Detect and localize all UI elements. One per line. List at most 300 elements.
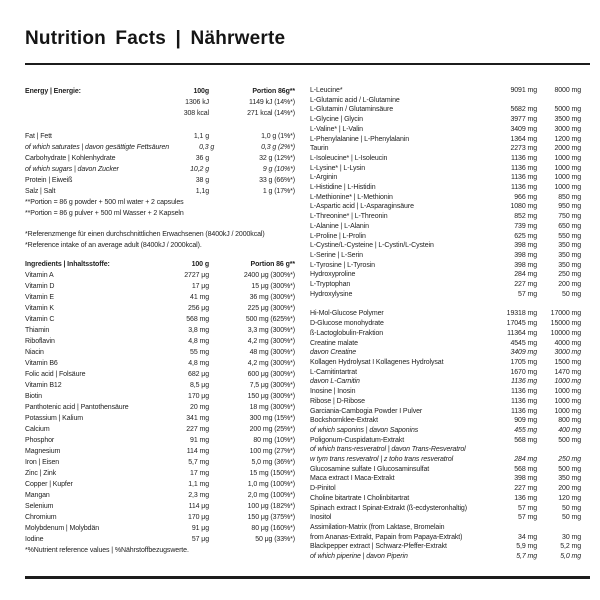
- row-label: Poligonum-Cuspidatum-Extrakt: [310, 436, 405, 444]
- row-label: Mangan: [25, 492, 50, 499]
- row-label: Salz | Salt: [25, 188, 56, 195]
- row-label: L-Alanine | L-Alanin: [310, 222, 369, 230]
- row-label: L-Leucine*: [310, 87, 343, 94]
- row-value-100g: 114 μg: [188, 503, 209, 510]
- row-label: Creatine malate: [310, 339, 358, 347]
- row-value-100g: 1136 mg: [510, 397, 537, 405]
- table-row: [25, 186, 295, 197]
- row-label: Protein | Eiweiß: [25, 177, 73, 184]
- table-row: [310, 407, 581, 417]
- row-value-portion: 50 mg: [562, 514, 581, 522]
- table-row: [310, 455, 581, 465]
- table-row: [310, 280, 581, 290]
- table-row: [310, 436, 581, 446]
- row-label: [25, 108, 161, 119]
- table-row: [310, 319, 581, 329]
- table-row: [25, 545, 295, 556]
- row-value-100g: 1136 mg: [510, 164, 537, 172]
- row-value-portion: 33 g (66%*): [259, 177, 295, 184]
- row-label: Vitamin D: [25, 283, 55, 290]
- table-row: [310, 183, 581, 193]
- row-label: L-Arginin: [310, 174, 338, 182]
- table-row: [25, 281, 295, 292]
- row-value-100g: 11364 mg: [507, 329, 537, 337]
- row-value-100g: 2273 mg: [510, 145, 537, 153]
- table-row: [310, 533, 581, 543]
- row-value-portion: 271 kcal (14%*): [247, 110, 295, 117]
- row-value-100g: 455 mg: [514, 426, 537, 434]
- row-value-portion: 500 mg (625%*): [245, 316, 295, 323]
- page-title: Nutrition Facts | Nährwerte: [25, 28, 286, 49]
- row-label: Carbohydrate | Kohlenhydrate: [25, 155, 116, 162]
- table-row: [310, 212, 581, 222]
- row-label: L-Glutamic acid / L-Glutamine: [310, 96, 400, 104]
- table-row: [310, 241, 581, 251]
- row-label: L-Isoleucine* | L-Isoleucin: [310, 154, 388, 162]
- row-label: Vitamin B6: [25, 360, 58, 367]
- row-value-100g: 227 mg: [514, 485, 537, 493]
- row-value-100g: 1,1 mg: [188, 481, 209, 488]
- row-label: Vitamin A: [25, 272, 54, 279]
- row-value-100g: 308 kcal: [183, 110, 209, 117]
- table-row: [310, 96, 581, 106]
- row-value-100g: 17 μg: [191, 283, 209, 290]
- row-value-portion: 2,0 mg (100%*): [247, 492, 295, 499]
- row-value-100g: 5,7 mg: [188, 459, 209, 466]
- table-row: [310, 115, 581, 125]
- table-row: [25, 336, 295, 347]
- row-value-100g: 3409 mg: [510, 349, 537, 357]
- row-label: w tym trans resveratrol | z toho trans resveratrol: [310, 456, 454, 464]
- row-label: of which saturates | davon gesättigte Fettsäuren: [25, 144, 170, 151]
- row-value-100g: 1136 mg: [510, 184, 537, 192]
- table-row: [25, 108, 295, 119]
- row-label: Ingredients | Inhaltsstoffe:: [25, 261, 110, 268]
- row-value-portion: 2000 mg: [554, 145, 581, 153]
- row-label: Bockshornklee-Extrakt: [310, 417, 378, 425]
- row-label: L-Carnitintartrat: [310, 368, 357, 376]
- row-label: L-Lysine* | L-Lysin: [310, 164, 366, 172]
- table-row: [25, 490, 295, 501]
- row-label: Phosphor: [25, 437, 55, 444]
- row-value-100g: 256 μg: [188, 305, 209, 312]
- row-value-portion: 100 μg (182%*): [247, 503, 295, 510]
- row-value-portion: 300 mg (15%*): [249, 415, 295, 422]
- row-value-portion: 4000 mg: [554, 339, 581, 347]
- row-value-portion: 1000 mg: [554, 164, 581, 172]
- row-value-portion: 80 mg (10%*): [253, 437, 295, 444]
- row-value-100g: 170 μg: [188, 514, 209, 521]
- section-gap: [25, 119, 295, 131]
- table-row: [25, 270, 295, 281]
- row-label: *Reference intake of an average adult (8400kJ / 2000kcal).: [25, 242, 202, 249]
- table-row: [25, 175, 295, 186]
- row-value-100g: 34 mg: [518, 533, 537, 541]
- row-value-100g: 55 mg: [190, 349, 209, 356]
- table-row: [25, 197, 295, 208]
- row-label: of which trans-resveratrol | davon Trans-Resveratrol: [310, 446, 466, 454]
- row-value-portion: 200 mg (25%*): [249, 426, 295, 433]
- row-label: Maca extract I Maca-Extrakt: [310, 475, 395, 483]
- table-row: [310, 309, 581, 319]
- row-value-portion: 5000 mg: [554, 106, 581, 114]
- table-row: [310, 173, 581, 183]
- row-value-100g: 398 mg: [514, 251, 537, 259]
- row-value-portion: 0,3 g (2%*): [261, 144, 295, 151]
- row-label: Magnesium: [25, 448, 61, 455]
- row-value-portion: 18 mg (300%*): [249, 404, 295, 411]
- row-value-portion: 850 mg: [558, 193, 581, 201]
- row-value-portion: 1000 mg: [554, 184, 581, 192]
- row-label: Folic acid | Folsäure: [25, 371, 86, 378]
- row-value-100g: 284 mg: [514, 271, 537, 279]
- row-value-portion: 150 μg (375%*): [247, 514, 295, 521]
- table-row: [310, 222, 581, 232]
- row-label: D-Glucose monohydrate: [310, 320, 384, 328]
- table-row: [310, 552, 581, 562]
- row-label: Spinach extract I Spinat-Extrakt (ß-ecdysteronhaltig): [310, 504, 467, 512]
- row-value-100g: 136 mg: [514, 494, 537, 502]
- table-row: [25, 314, 295, 325]
- row-label: Hydroxyproline: [310, 271, 356, 279]
- row-value-portion: 1149 kJ (14%*): [249, 99, 295, 106]
- table-row: [25, 479, 295, 490]
- row-value-portion: 500 mg: [558, 436, 581, 444]
- row-value-100g: 8,5 μg: [189, 382, 209, 389]
- table-row: [310, 358, 581, 368]
- row-value-portion: 250 mg: [558, 271, 581, 279]
- row-label: Zinc | Zink: [25, 470, 57, 477]
- table-row: [25, 512, 295, 523]
- table-row: [310, 154, 581, 164]
- row-value-100g: 1,1g: [195, 188, 209, 195]
- row-value-portion: 400 mg: [558, 426, 581, 434]
- row-value-portion: 950 mg: [558, 203, 581, 211]
- row-value-portion: 10000 mg: [550, 329, 581, 337]
- table-row: [310, 348, 581, 358]
- table-row: [310, 426, 581, 436]
- table-row: [25, 153, 295, 164]
- row-value-100g: 1670 mg: [510, 368, 537, 376]
- row-label: Energy | Energie:: [25, 88, 81, 95]
- row-value-100g: 1364 mg: [510, 135, 537, 143]
- row-label: L-Methionine* | L-Methionin: [310, 193, 393, 201]
- row-value-portion: 80 μg (160%*): [251, 525, 295, 532]
- row-value-portion: 750 mg: [558, 213, 581, 221]
- row-value-100g: 284 mg: [514, 456, 537, 464]
- left-column: [25, 86, 295, 562]
- row-value-portion: 600 μg (300%*): [247, 371, 295, 378]
- ingredients-table: [25, 259, 295, 556]
- row-label: Kollagen Hydrolysat I Kollagenes Hydrolysat: [310, 358, 444, 366]
- energy-table: [25, 86, 295, 119]
- table-row: [310, 513, 581, 523]
- row-value-portion: 1000 mg: [554, 378, 581, 386]
- section-gap: [310, 299, 581, 309]
- row-value-portion: 200 mg: [558, 485, 581, 493]
- row-value-portion: 800 mg: [558, 417, 581, 425]
- row-value-portion: 15000 mg: [550, 320, 581, 328]
- table-row: [310, 368, 581, 378]
- row-label: Fat | Fett: [25, 133, 52, 140]
- table-row: [25, 325, 295, 336]
- row-label: L-Phenylalanine | L-Phenylalanin: [310, 135, 410, 143]
- row-value-portion: 4,2 mg (300%*): [247, 338, 295, 345]
- row-label: L-Serine | L-Serin: [310, 251, 363, 259]
- row-label: Copper | Kupfer: [25, 481, 73, 488]
- row-label: L-Tyrosine | L-Tyrosin: [310, 261, 375, 269]
- row-value-100g: 91 μg: [191, 525, 209, 532]
- row-value-portion: 350 mg: [558, 261, 581, 269]
- row-value-100g: 1136 mg: [510, 174, 537, 182]
- row-value-100g: 3409 mg: [510, 125, 537, 133]
- row-value-100g: 1136 mg: [510, 378, 537, 386]
- table-row: [310, 504, 581, 514]
- row-value-portion: 200 mg: [558, 281, 581, 289]
- row-value-100g: 966 mg: [514, 193, 537, 201]
- row-value-portion: 30 mg: [562, 533, 581, 541]
- row-value-portion: 1000 mg: [554, 174, 581, 182]
- row-value-100g: 170 μg: [188, 393, 209, 400]
- row-label: of which sugars | davon Zucker: [25, 166, 119, 173]
- row-value-portion: 32 g (12%*): [259, 155, 295, 162]
- table-row: [310, 484, 581, 494]
- row-value-100g: 568 mg: [514, 436, 537, 444]
- row-value-portion: 120 mg: [558, 494, 581, 502]
- row-value-100g: 341 mg: [186, 415, 209, 422]
- row-value-portion: 48 mg (300%*): [249, 349, 295, 356]
- row-label: Taurin: [310, 145, 329, 153]
- row-value-100g: 568 mg: [186, 316, 209, 323]
- row-value-100g: 3977 mg: [510, 116, 537, 124]
- row-label: Ribose | D-Ribose: [310, 397, 365, 405]
- row-label: L-Valine* | L-Valin: [310, 125, 363, 133]
- section-gap: [25, 251, 295, 259]
- row-value-100g: 568 mg: [514, 465, 537, 473]
- table-row: [310, 290, 581, 300]
- row-value-100g: 398 mg: [514, 242, 537, 250]
- reference-notes: [25, 229, 295, 251]
- row-value-portion: 36 mg (300%*): [249, 294, 295, 301]
- row-label: Panthotenic acid | Pantothensäure: [25, 404, 129, 411]
- row-value-portion: Portion 86 g**: [250, 261, 295, 268]
- row-value-100g: 1136 mg: [510, 388, 537, 396]
- section-gap: [25, 219, 295, 229]
- table-row: [310, 542, 581, 552]
- row-label: Iron | Eisen: [25, 459, 60, 466]
- row-value-100g: 909 mg: [514, 417, 537, 425]
- row-value-100g: 3,8 mg: [188, 327, 209, 334]
- table-row: [25, 97, 295, 108]
- row-value-100g: 1136 mg: [510, 407, 537, 415]
- row-label: L-Proline | L-Prolin: [310, 232, 366, 240]
- row-value-100g: 57 μg: [191, 536, 209, 543]
- row-value-portion: 1200 mg: [554, 135, 581, 143]
- row-label: L-Threonine* | L-Threonin: [310, 213, 388, 221]
- table-row: [25, 292, 295, 303]
- table-row: [25, 142, 295, 153]
- row-label: Inosine | Inosin: [310, 388, 356, 396]
- row-value-100g: 4,8 mg: [188, 338, 209, 345]
- supplements-table: [310, 309, 581, 561]
- row-value-100g: 57 mg: [518, 290, 537, 298]
- row-value-100g: 682 μg: [188, 371, 209, 378]
- row-label: Hydroxylysine: [310, 290, 353, 298]
- row-value-portion: 15 mg (150%*): [249, 470, 295, 477]
- row-value-100g: 5682 mg: [510, 106, 537, 114]
- table-row: [310, 474, 581, 484]
- row-value-portion: 7,5 μg (300%*): [249, 382, 295, 389]
- row-value-100g: 739 mg: [514, 222, 537, 230]
- row-label: Inositol: [310, 514, 332, 522]
- row-value-portion: 100 mg (27%*): [249, 448, 295, 455]
- row-value-100g: 91 mg: [190, 437, 209, 444]
- row-label: Vitamin K: [25, 305, 54, 312]
- row-value-100g: 114 mg: [186, 448, 209, 455]
- row-label: D-Pinitol: [310, 485, 336, 493]
- row-value-100g: 5,7 mg: [516, 553, 537, 561]
- table-row: [25, 208, 295, 219]
- row-value-portion: 1000 mg: [554, 154, 581, 162]
- row-label: from Ananas-Extrakt, Papain from Papaya-Extrakt): [310, 533, 463, 541]
- row-value-100g: 2,3 mg: [188, 492, 209, 499]
- row-value-100g: 10,2 g: [190, 166, 209, 173]
- amino-acids-table: [310, 86, 581, 299]
- row-value-portion: 650 mg: [558, 222, 581, 230]
- table-row: [310, 377, 581, 387]
- row-value-portion: 1 g (17%*): [262, 188, 295, 195]
- row-label: Selenium: [25, 503, 54, 510]
- table-row: [25, 259, 295, 270]
- row-value-100g: 41 mg: [190, 294, 209, 301]
- row-label: L-Histidine | L-Histidin: [310, 184, 376, 192]
- row-label: Molybdenum | Molybdän: [25, 525, 100, 532]
- table-row: [310, 523, 581, 533]
- row-value-100g: 57 mg: [518, 514, 537, 522]
- row-value-portion: 17000 mg: [550, 310, 581, 318]
- row-label: L-Aspartic acid | L-Asparaginsäure: [310, 203, 414, 211]
- row-label: Vitamin E: [25, 294, 54, 301]
- row-value-100g: 9091 mg: [510, 87, 537, 94]
- table-row: [310, 339, 581, 349]
- table-row: [310, 232, 581, 242]
- row-value-portion: 5,2 mg: [560, 543, 581, 551]
- table-row: [25, 303, 295, 314]
- row-value-portion: 1500 mg: [554, 358, 581, 366]
- row-value-portion: 50 mg: [562, 290, 581, 298]
- row-label: Hi-Mol-Glucose Polymer: [310, 310, 384, 318]
- row-label: Calcium: [25, 426, 50, 433]
- table-row: [25, 413, 295, 424]
- row-label: Potassium | Kalium: [25, 415, 83, 422]
- row-value-100g: 17 mg: [190, 470, 209, 477]
- row-value-100g: 20 mg: [190, 404, 209, 411]
- row-value-100g: 4,8 mg: [188, 360, 209, 367]
- row-label: Garciania-Cambogia Powder I Pulver: [310, 407, 423, 415]
- table-row: [310, 135, 581, 145]
- row-value-portion: 1,0 g (1%*): [261, 133, 295, 140]
- row-value-portion: 50 mg: [562, 504, 581, 512]
- row-label: Blackpepper extract | Schwarz-Pfeffer-Extrakt: [310, 543, 447, 551]
- row-value-100g: 1,1 g: [193, 133, 209, 140]
- table-row: [310, 494, 581, 504]
- row-value-portion: 150 μg (300%*): [247, 393, 295, 400]
- table-row: [310, 251, 581, 261]
- table-row: [25, 380, 295, 391]
- row-value-100g: 57 mg: [518, 504, 537, 512]
- row-value-portion: 350 mg: [558, 251, 581, 259]
- row-label: Assimilation-Matrix (from Laktase, Bromelain: [310, 523, 445, 531]
- row-value-100g: 1705 mg: [510, 358, 537, 366]
- table-row: [310, 86, 581, 96]
- row-label: L-Cystine/L-Cysteine | L-Cystin/L-Cystein: [310, 242, 434, 250]
- row-label: Glucosamine sulfate I Glucosaminsulfat: [310, 465, 430, 473]
- row-value-portion: 3,3 mg (300%*): [247, 327, 295, 334]
- macro-table: [25, 131, 295, 197]
- row-value-portion: 1000 mg: [554, 388, 581, 396]
- table-row: [25, 534, 295, 545]
- row-value-100g: 100 g: [191, 261, 209, 268]
- row-value-100g: 4545 mg: [510, 339, 537, 347]
- row-value-100g: 1136 mg: [510, 154, 537, 162]
- table-row: [310, 261, 581, 271]
- row-label: [25, 97, 161, 108]
- row-label: **Portion = 86 g pulver + 500 ml Wasser + 2 Kapseln: [25, 210, 184, 217]
- row-label: Riboflavin: [25, 338, 55, 345]
- table-row: [25, 391, 295, 402]
- row-label: Vitamin B12: [25, 382, 62, 389]
- row-value-100g: 1306 kJ: [185, 99, 209, 106]
- row-value-portion: Portion 86g**: [252, 88, 295, 95]
- row-value-100g: 19318 mg: [506, 310, 537, 318]
- row-value-portion: 3000 mg: [554, 349, 581, 357]
- portion-notes: [25, 197, 295, 219]
- table-row: [310, 387, 581, 397]
- table-row: [25, 435, 295, 446]
- row-value-portion: 3500 mg: [554, 116, 581, 124]
- row-label: Choline bitartrate I Cholinbitartrat: [310, 494, 410, 502]
- table-row: [25, 131, 295, 142]
- table-row: [310, 465, 581, 475]
- row-value-portion: 3000 mg: [554, 125, 581, 133]
- table-row: [25, 86, 295, 97]
- row-value-portion: 5,0 mg: [560, 553, 581, 561]
- row-value-100g: 852 mg: [514, 213, 537, 221]
- table-row: [25, 424, 295, 435]
- row-label: Vitamin C: [25, 316, 55, 323]
- row-value-100g: 17045 mg: [506, 320, 537, 328]
- table-row: [310, 329, 581, 339]
- row-value-100g: 1080 mg: [510, 203, 537, 211]
- row-value-portion: 15 μg (300%*): [251, 283, 295, 290]
- row-label: ß-Lactoglobulin-Fraktion: [310, 329, 384, 337]
- table-row: [25, 468, 295, 479]
- header-rule: [25, 63, 590, 65]
- table-row: [25, 457, 295, 468]
- row-value-portion: 1000 mg: [554, 407, 581, 415]
- row-label: of which saponins | davon Saponins: [310, 426, 419, 434]
- row-label: L-Tryptophan: [310, 281, 351, 289]
- row-value-portion: 9 g (10%*): [262, 166, 295, 173]
- row-label: *Referenzmenge für einen durchschnittlichen Erwachsenen (8400kJ / 2000kcal): [25, 231, 265, 238]
- row-value-portion: 5,0 mg (36%*): [251, 459, 295, 466]
- row-value-portion: 4,2 mg (300%*): [247, 360, 295, 367]
- row-value-portion: 550 mg: [558, 232, 581, 240]
- row-label: Thiamin: [25, 327, 50, 334]
- table-row: [310, 144, 581, 154]
- table-row: [310, 270, 581, 280]
- row-value-portion: 500 mg: [558, 465, 581, 473]
